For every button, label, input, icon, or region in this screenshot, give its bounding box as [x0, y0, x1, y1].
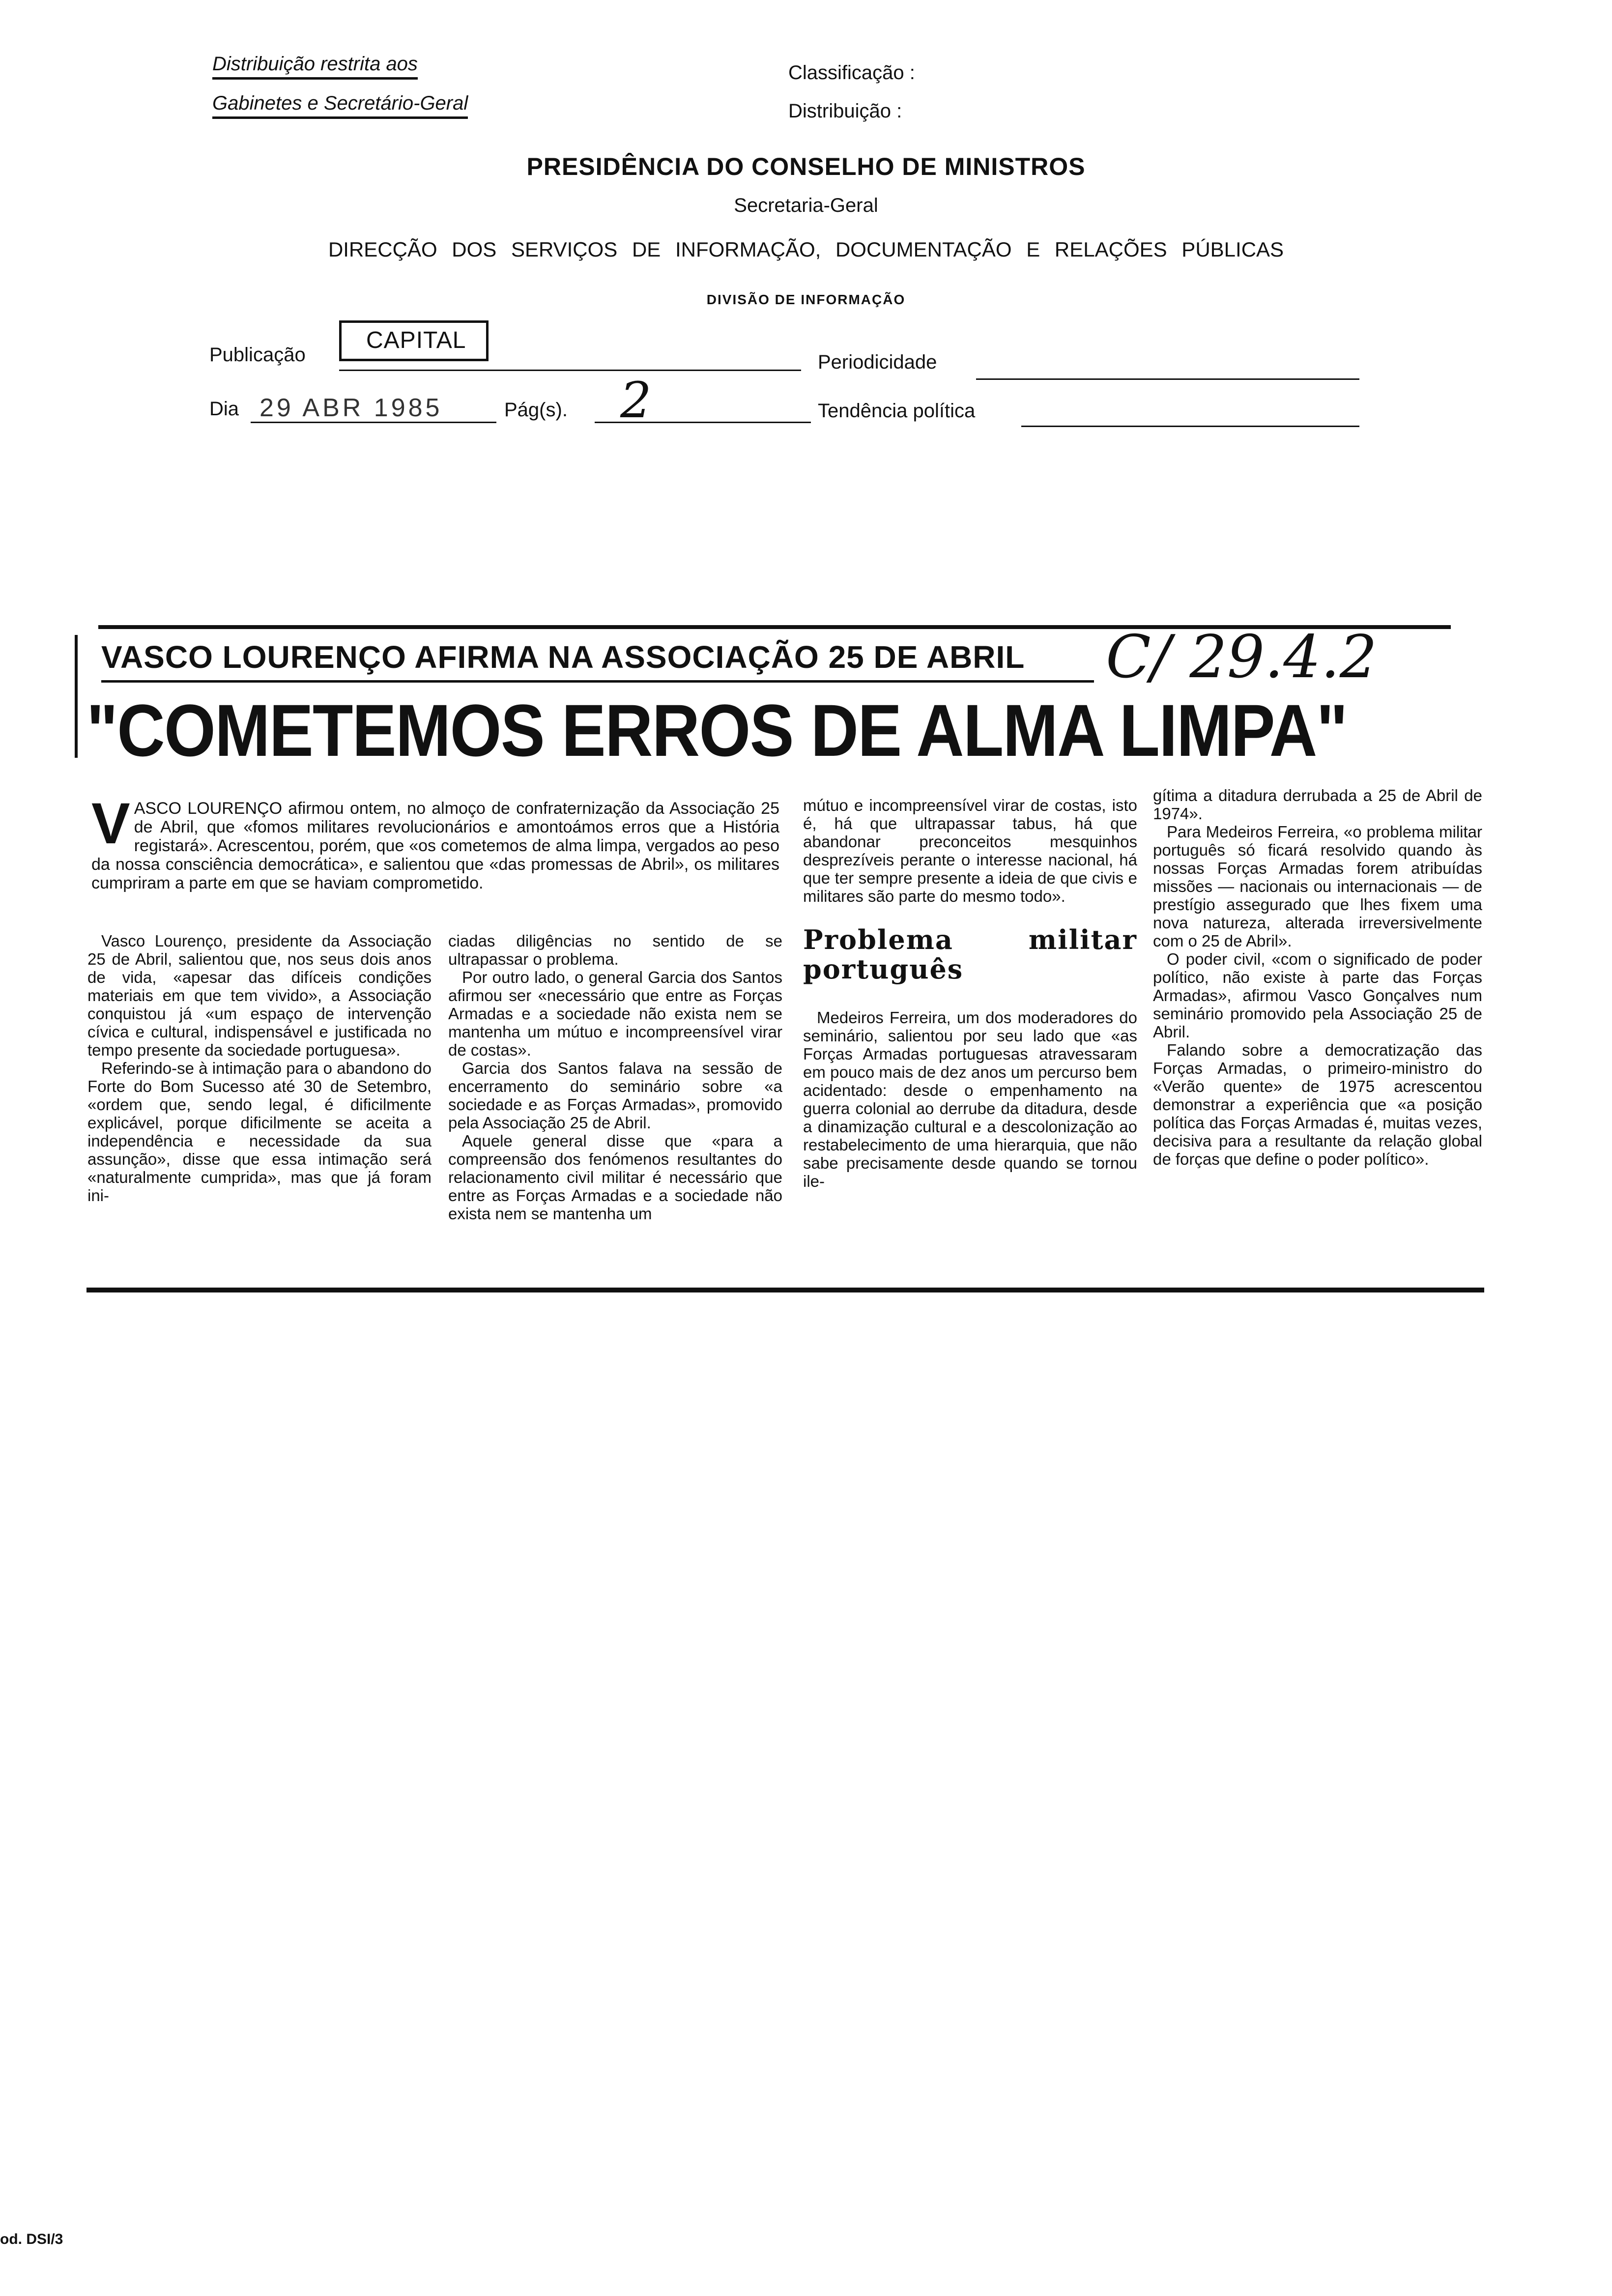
page-subtitle: Secretaria-Geral: [734, 195, 878, 216]
article-column-1: [87, 932, 432, 1205]
article-lead: [91, 791, 779, 892]
col2-paragraph: ciadas diligências no sentido de se ultrapassar o problema.: [448, 932, 782, 968]
classification-label: Classificação :: [788, 62, 915, 84]
col2-paragraph: Por outro lado, o general Garcia dos Santos afirmou ser «necessário que entre as Forças Armadas e a sociedade não exista nem se mantenha um mútuo e incompreensível virar de costas».: [448, 968, 782, 1059]
day-line: [251, 422, 496, 423]
article-headline: "COMETEMOS ERROS DE ALMA LIMPA": [86, 689, 1347, 772]
col2-paragraph: Garcia dos Santos falava na sessão de encerramento do seminário sobre «a sociedade e as Forças Armadas», promovido pela Associação 25 de Abril.: [448, 1059, 782, 1132]
day-label: Dia: [209, 398, 239, 420]
bottom-rule: [86, 1288, 1484, 1292]
article-column-2: [448, 932, 782, 1223]
tendency-line: [1021, 426, 1359, 427]
department-name: DIRECÇÃO DOS SERVIÇOS DE INFORMAÇÃO, DOCUMENTAÇÃO E RELAÇÕES PÚBLICAS: [328, 238, 1284, 261]
distribution-label: Distribuição :: [788, 100, 902, 122]
publication-label: Publicação: [209, 344, 306, 366]
page-line: [595, 422, 811, 423]
periodicity-label: Periodicidade: [818, 351, 937, 373]
kicker-underline: [101, 680, 1094, 683]
col1-paragraph: Vasco Lourenço, presidente da Associação 25 de Abril, salientou que, nos seus dois anos de vida, «apesar das difíceis condições materiais em que tem vivido», a Associação conquistou já «um espaço de intervenção cívica e cultural, indispensável e justificada no tempo presente da sociedade portuguesa».: [87, 932, 432, 1059]
page-title: PRESIDÊNCIA DO CONSELHO DE MINISTROS: [526, 153, 1086, 180]
distribution-note: [212, 53, 468, 119]
lead-dropcap: V: [91, 791, 130, 856]
col4-paragraph: Para Medeiros Ferreira, «o problema militar português só ficará resolvido quando às nossas Forças Armadas forem atribuídas missões — nacionais ou internacionais — de prestígio assegurado que lhes fixem uma nova natureza, alterada irreversivelmente com o 25 de Abril».: [1153, 823, 1482, 950]
publication-line: [339, 370, 801, 371]
day-stamp: 29 ABR 1985: [259, 394, 443, 422]
col3-bottom-paragraph: Medeiros Ferreira, um dos moderadores do seminário, salientou por seu lado que «as Forças Armadas portuguesas atravessaram em pouco mais de dez anos um percurso bem acidentado: desde o empenhamento na guerra colonial ao derrube da ditadura, desde a dinamização cultural e a descolonização ao restabelecimento de uma hierarquia, que não sabe precisamente desde quando se tornou ile-: [803, 1008, 1137, 1190]
page-handwritten: 2: [620, 372, 652, 429]
clipping-edge-mark: [75, 635, 78, 758]
division-name: DIVISÃO DE INFORMAÇÃO: [706, 292, 906, 307]
periodicity-line: [976, 378, 1359, 380]
col2-paragraph: Aquele general disse que «para a compreensão dos fenómenos resultantes do relacionamento civil militar é necessário que entre as Forças Armadas e a sociedade não exista nem se mantenha um: [448, 1132, 782, 1223]
handwritten-ref: C/ 29.4.2: [1106, 623, 1378, 691]
article-subhead: Problema militar português: [803, 924, 1137, 985]
distribution-note-line1: Distribuição restrita aos: [212, 53, 418, 80]
col4-paragraph: Falando sobre a democratização das Forças Armadas, o primeiro-ministro do «Verão quente» de 1975 acrescentou demonstrar a experiência que «a posição política das Forças Armadas é, muitas vezes, decisiva para a resultante da relação global de forças que define o poder político».: [1153, 1041, 1482, 1168]
article-column-4: [1153, 786, 1482, 1168]
form-code: od. DSI/3: [0, 2231, 63, 2247]
article-column-3: [803, 796, 1137, 1190]
page-label: Pág(s).: [504, 399, 568, 421]
col4-paragraph: gítima a ditadura derrubada a 25 de Abril de 1974».: [1153, 786, 1482, 823]
publication-stamp: [339, 320, 489, 361]
col4-paragraph: O poder civil, «com o significado de poder político, não existe à parte das Forças Armadas», afirmou Vasco Gonçalves num seminário promovido pela Associação 25 de Abril.: [1153, 950, 1482, 1041]
article-kicker: VASCO LOURENÇO AFIRMA NA ASSOCIAÇÃO 25 DE ABRIL: [101, 639, 1025, 675]
lead-text: ASCO LOURENÇO afirmou ontem, no almoço de confraternização da Associação 25 de Abril, que «fomos militares revolucionários e amontoámos erros que a História registará». Acrescentou, porém, que «os cometemos de alma limpa, vergados ao peso da nossa consciência democrática», e salientou que «das promessas de Abril», os militares cumpriram a parte em que se haviam comprometido.: [91, 799, 779, 892]
tendency-label: Tendência política: [818, 400, 976, 422]
distribution-note-line2: Gabinetes e Secretário-Geral: [212, 92, 468, 119]
publication-value: CAPITAL: [366, 327, 466, 353]
col3-top-paragraph: mútuo e incompreensível virar de costas, isto é, há que ultrapassar tabus, há que abandonar preconceitos mesquinhos desprezíveis perante o interesse nacional, há que ter sempre presente a ideia de que civis e militares são parte do mesmo todo».: [803, 796, 1137, 905]
col1-paragraph: Referindo-se à intimação para o abandono do Forte do Bom Sucesso até 30 de Setembro, «ordem que, sendo legal, é dificilmente explicável, porque dificilmente se aceita a independência e necessidade da sua assunção», disse que essa intimação será «naturalmente cumprida», mas que já foram ini-: [87, 1059, 432, 1205]
